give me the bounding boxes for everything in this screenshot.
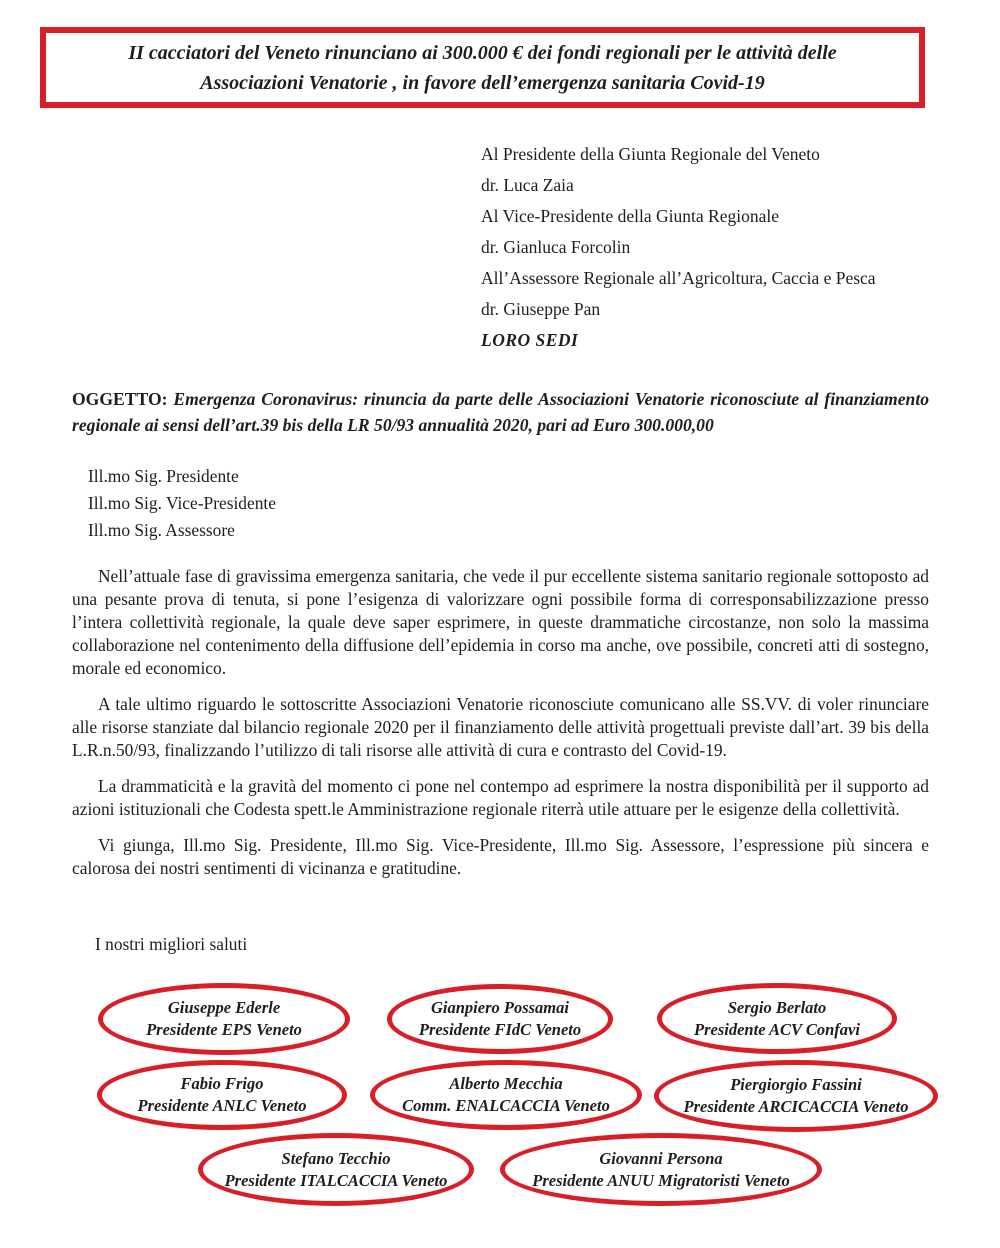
- salutation-vice-presidente: Ill.mo Sig. Vice-Presidente: [88, 493, 276, 513]
- recipient-line-zaia: dr. Luca Zaia: [481, 175, 574, 195]
- headline-line-1: II cacciatori del Veneto rinunciano ai 300.000 € dei fondi regionali per le attività delle: [128, 42, 837, 64]
- signature-oval-tecchio: [198, 1133, 474, 1206]
- signature-oval-ederle: [98, 983, 350, 1055]
- recipient-line-vicepresidente: Al Vice-Presidente della Giunta Regionale: [481, 206, 779, 226]
- headline-line-2: Associazioni Venatorie , in favore dell’emergenza sanitaria Covid-19: [200, 72, 765, 94]
- signature-name: Gianpiero Possamai: [431, 998, 569, 1017]
- closing-line: I nostri migliori saluti: [95, 934, 248, 954]
- signature-title: Presidente EPS Veneto: [146, 1020, 302, 1039]
- salutation-assessore: Ill.mo Sig. Assessore: [88, 520, 235, 540]
- signature-oval-mecchia: [370, 1060, 642, 1130]
- signature-name: Sergio Berlato: [727, 997, 827, 1017]
- signature-title: Comm. ENALCACCIA Veneto: [402, 1096, 610, 1115]
- subject-line: [72, 386, 929, 438]
- body-paragraph-3: La drammaticità e la gravità del momento ci pone nel contempo ad esprimere la nostra disponibilità per il supporto ad azioni istituzionali che Codesta spett.le Amministrazione regionale riterrà utile attuare per le esigenze della collettività.: [72, 776, 929, 819]
- recipient-block: [481, 139, 876, 356]
- signature-oval-fassini: [654, 1060, 938, 1132]
- signature-oval-possamai: [387, 984, 613, 1054]
- signature-title: Presidente ITALCACCIA Veneto: [224, 1170, 448, 1190]
- salutation-presidente: Ill.mo Sig. Presidente: [88, 466, 239, 486]
- subject-text: Emergenza Coronavirus: rinuncia da parte delle Associazioni Venatorie riconosciute al finanziamento regionale ai sensi dell’art.39 bis della LR 50/93 annualità 2020, pari ad Euro 300.000,00: [72, 389, 929, 435]
- signature-name: Giuseppe Ederle: [167, 998, 281, 1017]
- recipient-line-assessore: All’Assessore Regionale all’Agricoltura, Caccia e Pesca: [481, 268, 876, 288]
- signature-title: Presidente FIdC Veneto: [418, 1020, 582, 1039]
- body-paragraph-2: A tale ultimo riguardo le sottoscritte Associazioni Venatorie riconosciute comunicano alle SS.VV. di voler rinunciare alle risorse stanziate dal bilancio regionale 2020 per il finanziamento delle attività progettuali previste dall’art. 39 bis della L.R.n.50/93, finalizzando l’utilizzo di tali risorse alle attività di cura e contrasto del Covid-19.: [72, 694, 929, 760]
- signature-oval-persona: [500, 1133, 822, 1206]
- signature-name: Piergiorgio Fassini: [730, 1075, 862, 1094]
- subject-label: OGGETTO: [72, 389, 162, 409]
- signature-title: Presidente ANLC Veneto: [137, 1096, 307, 1115]
- recipient-line-presidente: Al Presidente della Giunta Regionale del Veneto: [481, 144, 820, 164]
- signature-title: Presidente ANUU Migratoristi Veneto: [532, 1170, 790, 1190]
- signature-oval-berlato: [657, 983, 897, 1054]
- subject-separator: :: [161, 389, 168, 409]
- recipient-line-forcolin: dr. Gianluca Forcolin: [481, 237, 631, 257]
- headline-box: [40, 27, 925, 108]
- letter-body: [72, 565, 929, 893]
- signature-oval-frigo: [97, 1060, 347, 1130]
- recipient-line-pan: dr. Giuseppe Pan: [481, 299, 601, 319]
- salutation-block: [88, 463, 276, 544]
- body-paragraph-1: Nell’attuale fase di gravissima emergenza sanitaria, che vede il pur eccellente sistema sanitario regionale sottoposto ad una pesante prova di tenuta, si pone l’esigenza di valorizzare ogni possibile forma di corresponsabilizzazione presso l’intera collettività regionale, la quale deve saper esprimere, in queste drammatiche circostanze, non solo la massima collaborazione nel contenimento della diffusione dell’epidemia in corso ma anche, ove possibile, concreti atti di sostegno, morale ed economico.: [72, 566, 929, 678]
- body-paragraph-4: Vi giunga, Ill.mo Sig. Presidente, Ill.mo Sig. Vice-Presidente, Ill.mo Sig. Assessore, l’espressione più sincera e calorosa dei nostri sentimenti di vicinanza e gratitudine.: [72, 835, 929, 878]
- signature-name: Alberto Mecchia: [449, 1074, 563, 1093]
- signature-name: Stefano Tecchio: [281, 1148, 391, 1168]
- signature-name: Giovanni Persona: [599, 1148, 723, 1168]
- recipient-line-loro-sedi: LORO SEDI: [481, 330, 579, 350]
- signature-title: Presidente ARCICACCIA Veneto: [683, 1097, 909, 1116]
- signature-title: Presidente ACV Confavi: [694, 1019, 860, 1039]
- signature-name: Fabio Frigo: [180, 1074, 264, 1093]
